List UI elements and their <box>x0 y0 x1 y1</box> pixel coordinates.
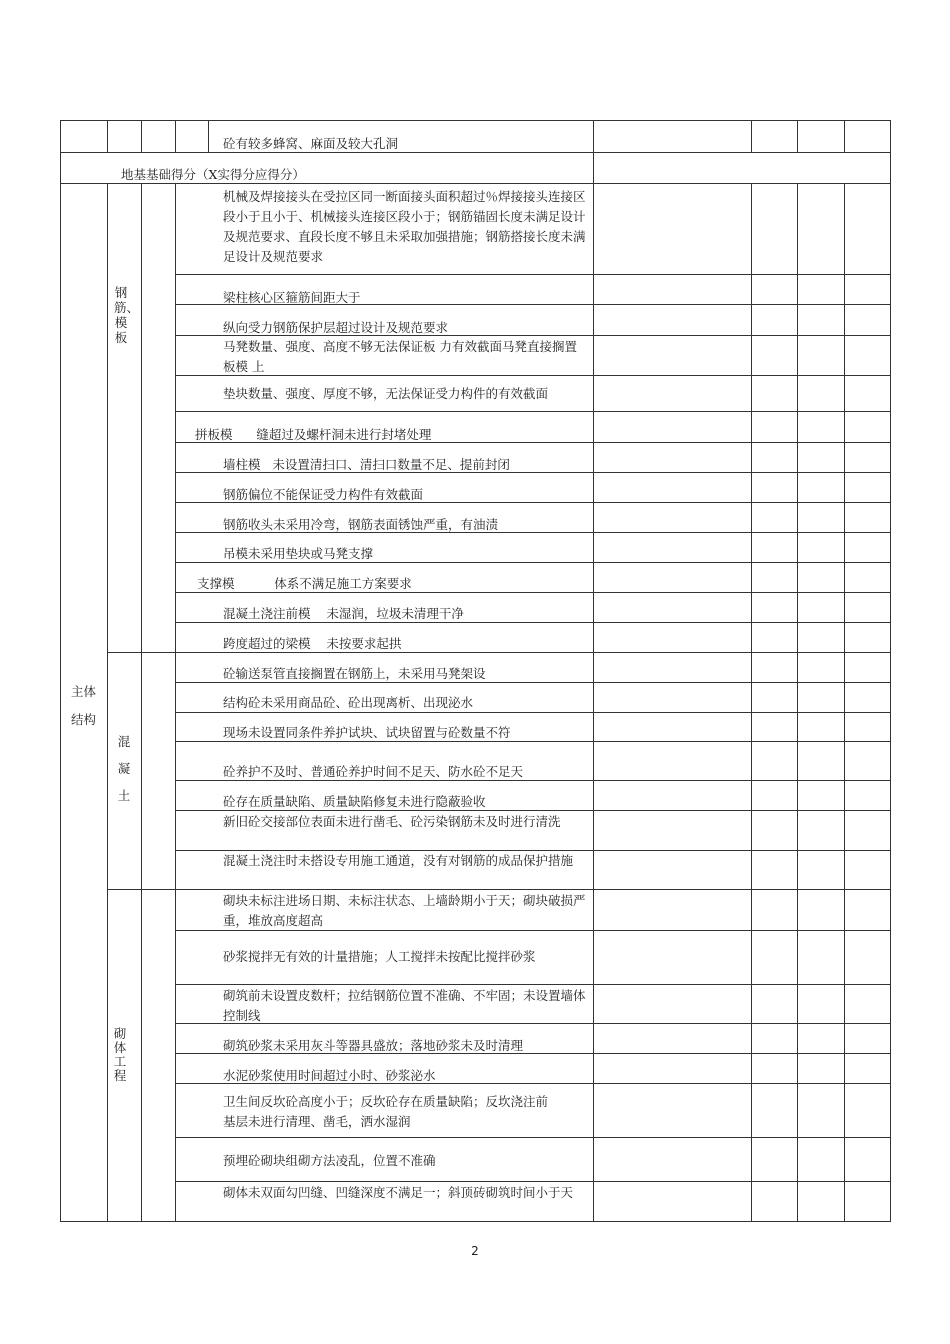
masonry-item-4: 砌筑砂浆未采用灰斗等器具盛放；落地砂浆未及时清理 <box>223 1038 524 1053</box>
concrete-item-4: 砼养护不及时、普通砼养护时间不足天、防水砼不足天 <box>223 764 524 779</box>
group-label-masonry: 砌体工程 <box>113 1026 127 1083</box>
rebar-item-6: 拼板模 缝超过及螺杆洞未进行封堵处理 <box>195 427 432 442</box>
masonry-item-7: 预埋砼砌块组砌方法凌乱，位置不准确 <box>223 1153 436 1168</box>
concrete-item-5: 砼存在质量缺陷、质量缺陷修复未进行隐蔽验收 <box>223 794 486 809</box>
rebar-item-2: 梁柱核心区箍筋间距大于 <box>223 290 361 305</box>
masonry-item-1: 砌块未标注进场日期、未标注状态、上墙龄期小于天；砌块破损严重，堆放高度超高 <box>223 893 586 928</box>
concrete-item-3: 现场未设置同条件养护试块、试块留置与砼数量不符 <box>223 725 511 740</box>
masonry-item-3: 砌筑前未设置皮数杆；拉结钢筋位置不准确、不牢固；未设置墙体控制线 <box>223 988 586 1023</box>
page-number: 2 <box>471 1244 479 1258</box>
rebar-item-10: 吊模未采用垫块或马凳支撑 <box>223 546 374 561</box>
rebar-item-7: 墙柱模 未设置清扫口、清扫口数量不足、提前封闭 <box>223 457 510 472</box>
concrete-item-1: 砼输送泵管直接搁置在钢筋上，未采用马凳架设 <box>223 666 486 681</box>
rebar-item-12: 混凝土浇注前模 未湿润，垃圾未清理干净 <box>223 606 464 621</box>
rebar-item-8: 钢筋偏位不能保证受力构件有效截面 <box>223 487 424 502</box>
masonry-item-6: 卫生间反坎砼高度小于；反坎砼存在质量缺陷；反坎浇注前基层未进行清理、凿毛，洒水湿润 <box>223 1094 549 1129</box>
masonry-item-8: 砌体未双面勾凹缝、凹缝深度不满足一；斜顶砖砌筑时间小于天 <box>223 1185 574 1200</box>
rebar-item-4: 马凳数量、强度、高度不够无法保证板 力有效截面马凳直接搁置板模 上 <box>223 339 577 374</box>
concrete-item-6: 新旧砼交接部位表面未进行凿毛、砼污染钢筋未及时进行清洗 <box>223 814 561 829</box>
masonry-item-5: 水泥砂浆使用时间超过小时、砂浆泌水 <box>223 1068 436 1083</box>
concrete-item-7: 混凝土浇注时未搭设专用施工通道，没有对钢筋的成品保护措施 <box>223 853 574 868</box>
section-label-line1: 主体 <box>71 684 97 699</box>
section-label-line2: 结构 <box>71 712 97 727</box>
group-label-concrete: 混凝土 <box>117 734 131 803</box>
cell-item-top: 砼有较多蜂窝、麻面及较大孔洞 <box>223 136 399 151</box>
rebar-item-11: 支撑模 体系不满足施工方案要求 <box>197 576 412 591</box>
rebar-item-5: 垫块数量、强度、厚度不够，无法保证受力构件的有效截面 <box>223 386 549 401</box>
group-label-rebar: 钢筋、模板 <box>114 285 140 345</box>
rebar-item-9: 钢筋收头未采用冷弯，钢筋表面锈蚀严重，有油渍 <box>223 517 499 532</box>
score-row-label: 地基基础得分（X实得分应得分） <box>121 167 305 182</box>
rebar-item-1: 机械及焊接接头在受拉区同一断面接头面积超过％焊接接头连接区段小于且小于、机械接头连接区段小于；钢筋锚固长度未满足设计及规范要求、直段长度不够且未采取加强措施；钢筋搭接长度未满足设计及规范要求 <box>223 189 586 264</box>
rebar-item-3: 纵向受力钢筋保护层超过设计及规范要求 <box>223 320 449 335</box>
rebar-item-13: 跨度超过的梁模 未按要求起拱 <box>223 636 402 651</box>
masonry-item-2: 砂浆搅拌无有效的计量措施；人工搅拌未按配比搅拌砂浆 <box>223 949 536 964</box>
concrete-item-2: 结构砼未采用商品砼、砼出现离析、出现泌水 <box>223 695 474 710</box>
